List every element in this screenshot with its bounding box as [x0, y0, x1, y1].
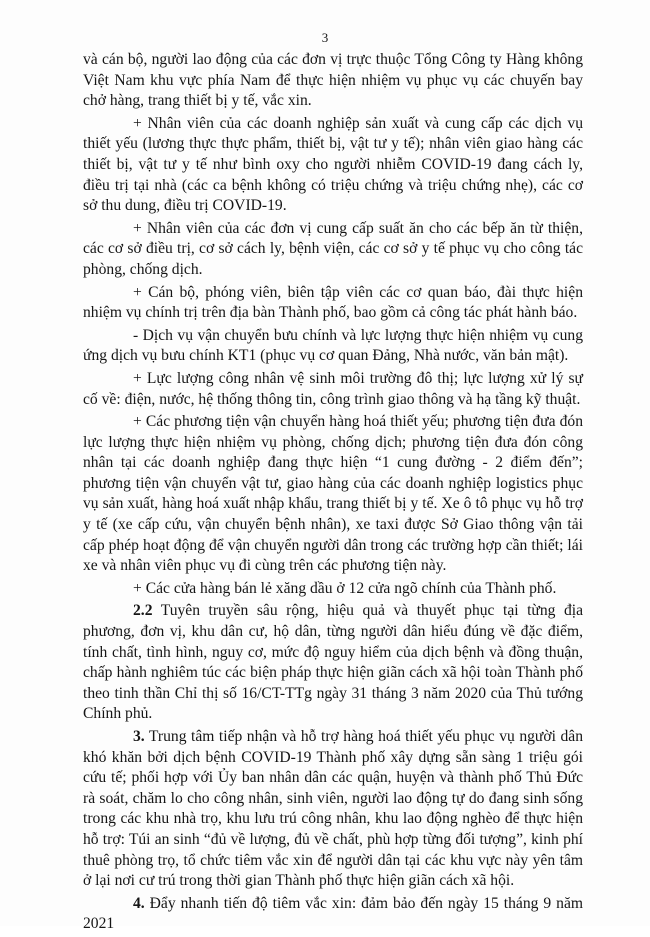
paragraph-text: + Các phương tiện vận chuyển hàng hoá thiết yếu; phương tiện đưa đón lực lượng thực hiện nhiệm vụ phòng, chống dịch; phương tiện đưa đón công nhân tại các doanh nghiệp đang thực hiện “1 cung đường - 2 điểm đến”; phương tiện vận chuyển vật tư, giao hàng của các doanh nghiệp logistics phục vụ sản xuất, hàng hoá xuất nhập khẩu, trang thiết bị y tế. Xe ô tô phục vụ hỗ trợ y tế (xe cấp cứu, vận chuyển bệnh nhân), xe taxi được Sở Giao thông vận tải cấp phép hoạt động để vận chuyển người dân trong các trường hợp cần thiết; lái xe và nhân viên phục vụ đi cùng trên các phương tiện này.	[83, 413, 583, 575]
paragraph-text: Đẩy nhanh tiến độ tiêm vắc xin: đảm bảo đến ngày 15 tháng 9 năm 2021	[83, 894, 583, 933]
paragraph-text: + Cán bộ, phóng viên, biên tập viên các cơ quan báo, đài thực hiện nhiệm vụ chính trị trên địa bàn Thành phố, bao gồm cả công tác phát hành báo.	[83, 283, 583, 322]
paragraph-meal-suppliers	[83, 219, 583, 281]
paragraph-text: và cán bộ, người lao động của các đơn vị trực thuộc Tổng Công ty Hàng không Việt Nam khu vực phía Nam để thực hiện nhiệm vụ phục vụ các chuyến bay chở hàng, trang thiết bị y tế, vắc xin.	[83, 51, 583, 110]
paragraph-postal	[83, 326, 583, 367]
page-number: 3	[321, 30, 329, 45]
paragraph-press	[83, 283, 583, 324]
paragraph-text: + Nhân viên của các doanh nghiệp sản xuất và cung cấp các dịch vụ thiết yếu (lương thực thực phẩm, thiết bị, vật tư y tế); nhân viên giao hàng các thiết bị, vật tư y tế như bình oxy cho người nhiễm COVID-19 đang cách ly, điều trị tại nhà (các ca bệnh không có triệu chứng và triệu chứng nhẹ), các cơ sở thu dung, điều trị COVID-19.	[83, 114, 583, 215]
paragraph-text: Tuyên truyền sâu rộng, hiệu quả và thuyết phục tại từng địa phương, đơn vị, khu dân cư, hộ dân, từng người dân hiểu đúng về đặc điểm, tính chất, tình hình, nguy cơ, mức độ nguy hiểm của dịch bệnh và đồng thuận, chấp hành nghiêm túc các biện pháp thực hiện giãn cách xã hội toàn Thành phố theo tinh thần Chỉ thị số 16/CT-TTg ngày 31 tháng 3 năm 2020 của Thủ tướng Chính phủ.	[83, 602, 583, 723]
paragraph-section-4	[83, 894, 583, 935]
section-number: 4.	[133, 894, 145, 912]
paragraph-text: Trung tâm tiếp nhận và hỗ trợ hàng hoá thiết yếu phục vụ người dân khó khăn bởi dịch bệnh COVID-19 Thành phố xây dựng sẵn sàng 1 triệu gói cứu tế; phối hợp với Ủy ban nhân dân các quận, huyện và thành phố Thủ Đức rà soát, chăm lo cho công nhân, sinh viên, người lao động tự do đang sinh sống trong các khu nhà trọ, khu lưu trú công nhân, khu lao động nghèo để thực hiện hỗ trợ: Túi an sinh “đủ về lượng, đủ về chất, phù hợp từng đối tượng”, kinh phí thuê phòng trọ, tổ chức tiêm vắc xin để người dân tại các khu vực này yên tâm ở lại nơi cư trú trong thời gian Thành phố thực hiện giãn cách xã hội.	[83, 728, 583, 890]
paragraph-transport	[83, 412, 583, 577]
paragraph-text: + Các cửa hàng bán lẻ xăng dầu ở 12 cửa ngõ chính của Thành phố.	[133, 579, 557, 597]
paragraph-sanitation	[83, 369, 583, 410]
paragraph-fuel-stations	[83, 579, 583, 600]
paragraph-essential-services-staff	[83, 114, 583, 217]
paragraph-text: + Lực lượng công nhân vệ sinh môi trường đô thị; lực lượng xử lý sự cố về: điện, nước, hệ thống thông tin, công trình giao thông và hạ tầng kỹ thuật.	[83, 369, 583, 408]
paragraph-text: + Nhân viên của các đơn vị cung cấp suất ăn cho các bếp ăn từ thiện, các cơ sở điều trị, cơ sở cách ly, bệnh viện, các cơ sở y tế phục vụ cho công tác phòng, chống dịch.	[83, 219, 583, 278]
document-body	[83, 50, 583, 937]
paragraph-section-2-2	[83, 601, 583, 725]
paragraph-section-3	[83, 727, 583, 892]
section-number: 3.	[133, 728, 145, 745]
paragraph-text: - Dịch vụ vận chuyển bưu chính và lực lượng thực hiện nhiệm vụ cung ứng dịch vụ bưu chính KT1 (phục vụ cơ quan Đảng, Nhà nước, văn bản mật).	[83, 326, 583, 365]
paragraph-continuation	[83, 50, 583, 112]
section-number: 2.2	[133, 602, 153, 620]
